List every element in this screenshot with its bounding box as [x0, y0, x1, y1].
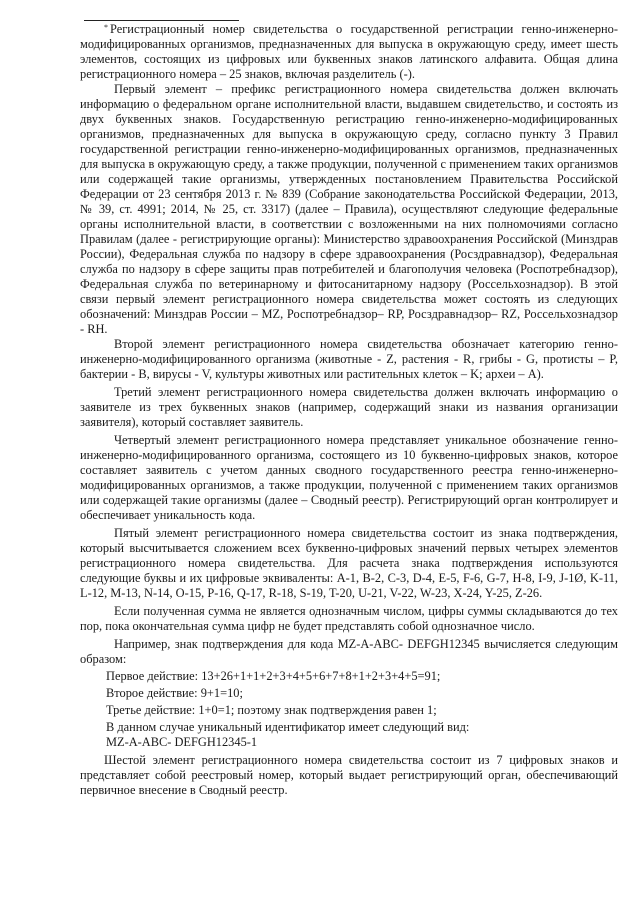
paragraph-second-element: Второй элемент регистрационного номера свидетельства обозначает категорию генно-инженерно-модифицированного организма (животные - Z, растения - R, грибы - G, протисты – P, бактерии - B, вирусы - V, культуры животных или растительных клеток – K; археи – A). — [80, 337, 618, 381]
paragraph-sixth-element: Шестой элемент регистрационного номера свидетельства состоит из 7 цифровых знаков и представляет собой реестровый номер, который выдает регистрирующий орган, обеспечивающий первичное внесение в Сводный реестр. — [80, 753, 618, 797]
footnote-marker: * — [104, 23, 108, 32]
calc-line: Третье действие: 1+0=1; поэтому знак подтверждения равен 1; — [106, 703, 437, 717]
paragraph-intro: * Регистрационный номер свидетельства о государственной регистрации генно-инженерно-модифицированных организмов, предназначенных для выпуска в окружающую среду, имеет шесть элементов, состоящих из цифровых или буквенных знаков латинского алфавита. Общая длина регистрационного номера – 25 знаков, включая разделитель (-). — [80, 22, 618, 81]
footnote-separator — [84, 20, 239, 21]
paragraph-third-element: Третий элемент регистрационного номера свидетельства должен включать информацию о заявителе из трех буквенных знаков (например, содержащий знаки из названия организации заявителя), который составляет заявитель. — [80, 385, 618, 429]
paragraph-fourth-element: Четвертый элемент регистрационного номера представляет уникальное обозначение генно-инженерно-модифицированного организма, состоящего из 10 буквенно-цифровых знаков, которое составляет заявитель с учетом данных сводного государственного реестра генно-инженерно-модифицированных организмов, а также продукции, полученной с применением таких организмов или содержащей такие организмы (далее – Сводный реестр). Регистрирующий орган контролирует и обеспечивает уникальность кода. — [80, 433, 618, 522]
identifier-code: MZ-A-ABC- DEFGH12345-1 — [106, 735, 258, 749]
calc-line: Второе действие: 9+1=10; — [106, 686, 243, 700]
calc-line: Первое действие: 13+26+1+1+2+3+4+5+6+7+8+1+2+3+4+5=91; — [106, 669, 441, 683]
footnote-body — [80, 22, 618, 798]
calc-line: В данном случае уникальный идентификатор имеет следующий вид: — [106, 720, 470, 734]
paragraph-digit-sum: Если полученная сумма не является однозначным числом, цифры суммы складываются до тех пор, пока окончательная сумма цифр не будет представлять собой однозначное число. — [80, 604, 618, 633]
paragraph-example: Например, знак подтверждения для кода MZ-A-ABC- DEFGH12345 вычисляется следующим образом: — [80, 637, 618, 666]
paragraph-first-element: Первый элемент – префикс регистрационного номера свидетельства должен включать информацию о федеральном органе исполнительной власти, выдавшем свидетельство, и состоять из двух буквенных знаков. Государственную регистрацию генно-инженерно-модифицированных организмов, предназначенных для выпуска в окружающую среду, согласно пункту 3 Правил государственной регистрации генно-инженерно-модифицированных организмов, предназначенных для выпуска в окружающую среду, а также продукции, полученной с применением таких организмов или содержащей такие организмы, утвержденных постановлением Правительства Российской Федерации от 23 сентября 2013 г. № 839 (Собрание законодательства Российской Федерации, 2013, № 39, ст. 4991; 2014, № 25, ст. 3317) (далее – Правила), осуществляют следующие федеральные органы исполнительной власти, в соответствии с возложенными на них полномочиями согласно Правилам (далее - регистрирующие органы): Министерство здравоохранения Российской (Минздрав России), Федеральная служба по надзору в сфере здравоохранения (Росздравнадзор), Федеральная служба по надзору в сфере защиты прав потребителей и благополучия человека (Роспотребнадзор), Федеральная служба по ветеринарному и фитосанитарному надзору (Россельхознадзор). В этой связи первый элемент регистрационного номера свидетельства может состоять из следующих обозначений: Минздрав России – MZ, Роспотребнадзор– RP, Росздравнадзор– RZ, Россельхознадзор - RH. — [80, 82, 618, 336]
paragraph-fifth-element: Пятый элемент регистрационного номера свидетельства состоит из знака подтверждения, который высчитывается сложением всех буквенно-цифровых значений первых четырех элементов регистрационного номера свидетельства. Для расчета знака подтверждения используются следующие буквы и их цифровые эквиваленты: A-1, B-2, C-3, D-4, E-5, F-6, G-7, H-8, I-9, J-1Ø, K-11, L-12, M-13, N-14, O-15, P-16, Q-17, R-18, S-19, T-20, U-21, V-22, W-23, X-24, Y-25, Z-26. — [80, 526, 618, 600]
